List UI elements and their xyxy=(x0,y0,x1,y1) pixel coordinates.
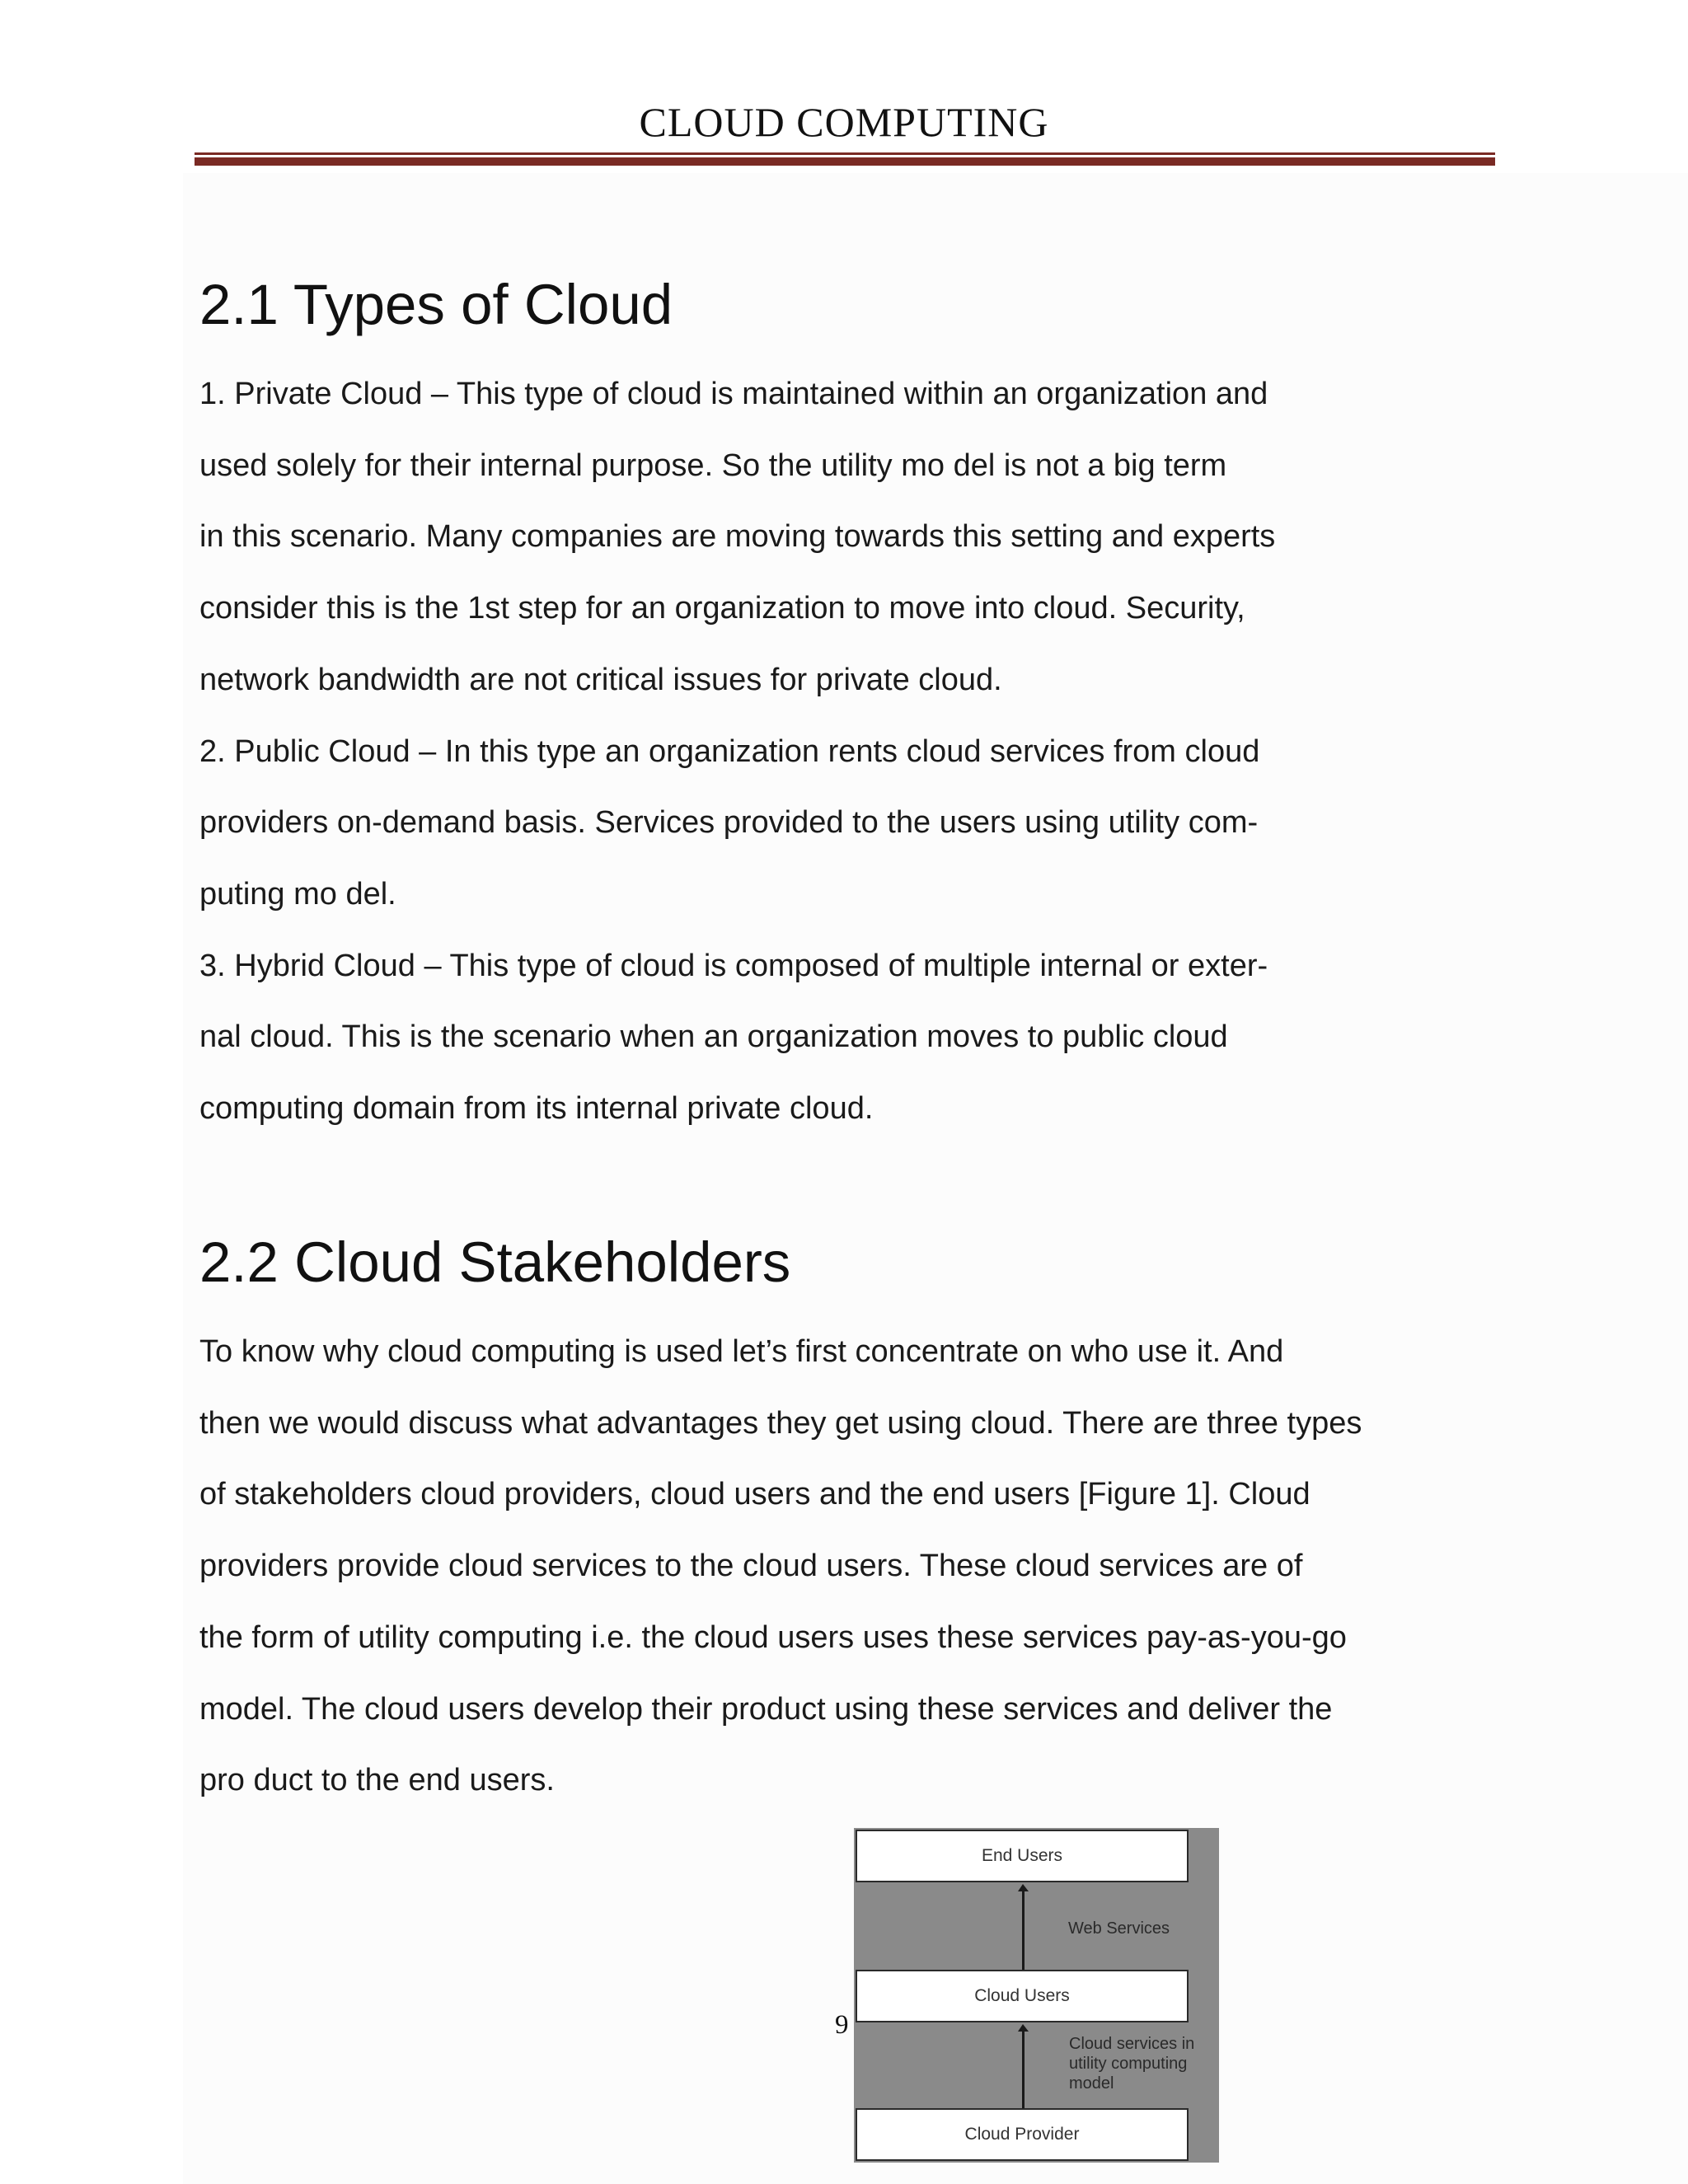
running-header: CLOUD COMPUTING xyxy=(639,99,1049,145)
header-rule-thick xyxy=(195,157,1495,166)
page-number: 9 xyxy=(835,2010,849,2040)
header-rule-thin xyxy=(195,152,1495,155)
section-heading-cloud-stakeholders: 2.2 Cloud Stakeholders xyxy=(199,1230,791,1294)
text-line: 3. Hybrid Cloud – This type of cloud is composed of multiple internal or exter- xyxy=(199,949,1268,983)
end-users-box: End Users xyxy=(856,1830,1189,1882)
text-line: 1. Private Cloud – This type of cloud is maintained within an organization and xyxy=(199,377,1268,411)
text-line: 2. Public Cloud – In this type an organization rents cloud services from cloud xyxy=(199,734,1260,769)
stakeholders-figure xyxy=(854,1828,1219,2163)
text-line: the form of utility computing i.e. the cloud users uses these services pay-as-you-go xyxy=(199,1620,1347,1655)
text-line: nal cloud. This is the scenario when an organization moves to public cloud xyxy=(199,1019,1228,1054)
text-line: To know why cloud computing is used let’s first concentrate on who use it. And xyxy=(199,1334,1284,1369)
text-line: then we would discuss what advantages they get using cloud. There are three types xyxy=(199,1406,1362,1441)
cloud-services-label: Cloud services in utility computing model xyxy=(1069,2035,1195,2093)
text-line: network bandwidth are not critical issues for private cloud. xyxy=(199,663,1002,697)
arrow-up-icon xyxy=(1022,2031,1025,2108)
text-line: providers on-demand basis. Services provided to the users using utility com- xyxy=(199,805,1259,840)
text-line: consider this is the 1st step for an organization to move into cloud. Security, xyxy=(199,591,1245,626)
text-line: model. The cloud users develop their product using these services and deliver the xyxy=(199,1692,1333,1727)
text-line: providers provide cloud services to the cloud users. These cloud services are of xyxy=(199,1549,1303,1583)
cloud-users-box: Cloud Users xyxy=(856,1970,1189,2022)
text-line: in this scenario. Many companies are moving towards this setting and experts xyxy=(199,519,1276,554)
section-heading-types-of-cloud: 2.1 Types of Cloud xyxy=(199,273,673,336)
text-line: puting mo del. xyxy=(199,877,396,912)
text-line: used solely for their internal purpose. So the utility mo del is not a big term xyxy=(199,448,1227,483)
web-services-label: Web Services xyxy=(1068,1919,1170,1938)
text-line: of stakeholders cloud providers, cloud users and the end users [Figure 1]. Cloud xyxy=(199,1477,1311,1511)
cloud-provider-box: Cloud Provider xyxy=(856,2108,1189,2161)
text-line: computing domain from its internal private cloud. xyxy=(199,1091,874,1126)
arrow-up-icon xyxy=(1022,1891,1025,1970)
text-line: pro duct to the end users. xyxy=(199,1763,555,1797)
